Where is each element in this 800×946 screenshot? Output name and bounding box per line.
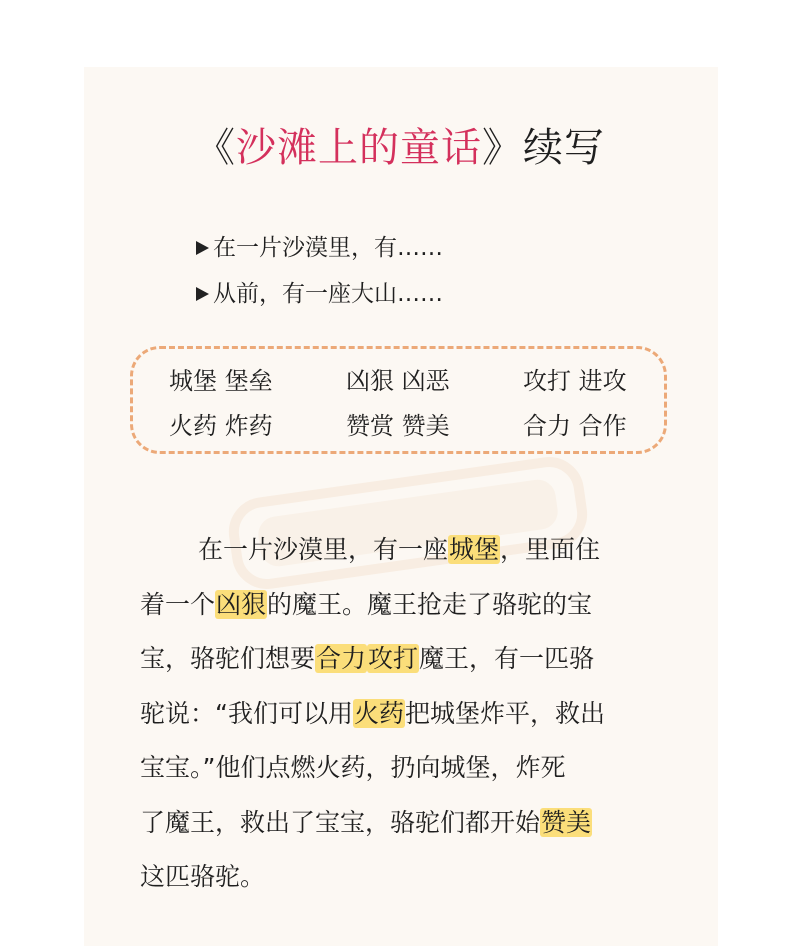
vocab-word-pair: 攻打 进攻 [523, 367, 627, 395]
triangle-bullet-icon [196, 241, 209, 255]
triangle-bullet-icon [196, 287, 209, 301]
writing-prompts [196, 225, 443, 317]
story-line: 这匹骆驼。 [140, 862, 266, 891]
story-line: 了魔王，救出了宝宝，骆驼们都开始赞美 [140, 807, 592, 837]
prompt-item: 从前，有一座大山…… [196, 271, 443, 317]
story-line: 着一个凶狠的魔王。魔王抢走了骆驼的宝 [140, 589, 593, 619]
story-line: 在一片沙漠里，有一座城堡，里面住 [198, 535, 601, 564]
highlighted-word: 凶狠 [216, 589, 267, 619]
vocabulary-row [133, 359, 664, 404]
highlighted-word: 赞美 [541, 807, 592, 837]
vocabulary-row [133, 404, 664, 449]
page-title: 《沙滩上的童话》续写 [195, 125, 605, 171]
story-line: 宝宝。”他们点燃火药，扔向城堡，炸死 [140, 753, 566, 782]
vocab-word-pair: 凶狠 凶恶 [346, 367, 450, 395]
vocab-word-pair: 城堡 堡垒 [169, 367, 273, 395]
vocab-word-pair: 合力 合作 [523, 412, 627, 440]
highlighted-word: 火药 [353, 698, 404, 728]
vocab-word-pair: 赞赏 赞美 [346, 412, 450, 440]
vocabulary-box [130, 346, 667, 454]
highlighted-word: 城堡 [449, 535, 500, 564]
story-line: 驼说：“我们可以用火药把城堡炸平，救出 [140, 698, 605, 728]
highlighted-word: 攻打 [368, 644, 419, 673]
prompt-item: 在一片沙漠里，有…… [196, 225, 443, 271]
highlighted-word: 合力 [316, 644, 367, 673]
title-book-name: 沙滩上的童话 [236, 125, 482, 171]
story-line: 宝，骆驼们想要合力攻打魔王，有一匹骆 [140, 644, 595, 673]
story-paragraph [140, 523, 660, 905]
vocab-word-pair: 火药 炸药 [169, 412, 273, 440]
